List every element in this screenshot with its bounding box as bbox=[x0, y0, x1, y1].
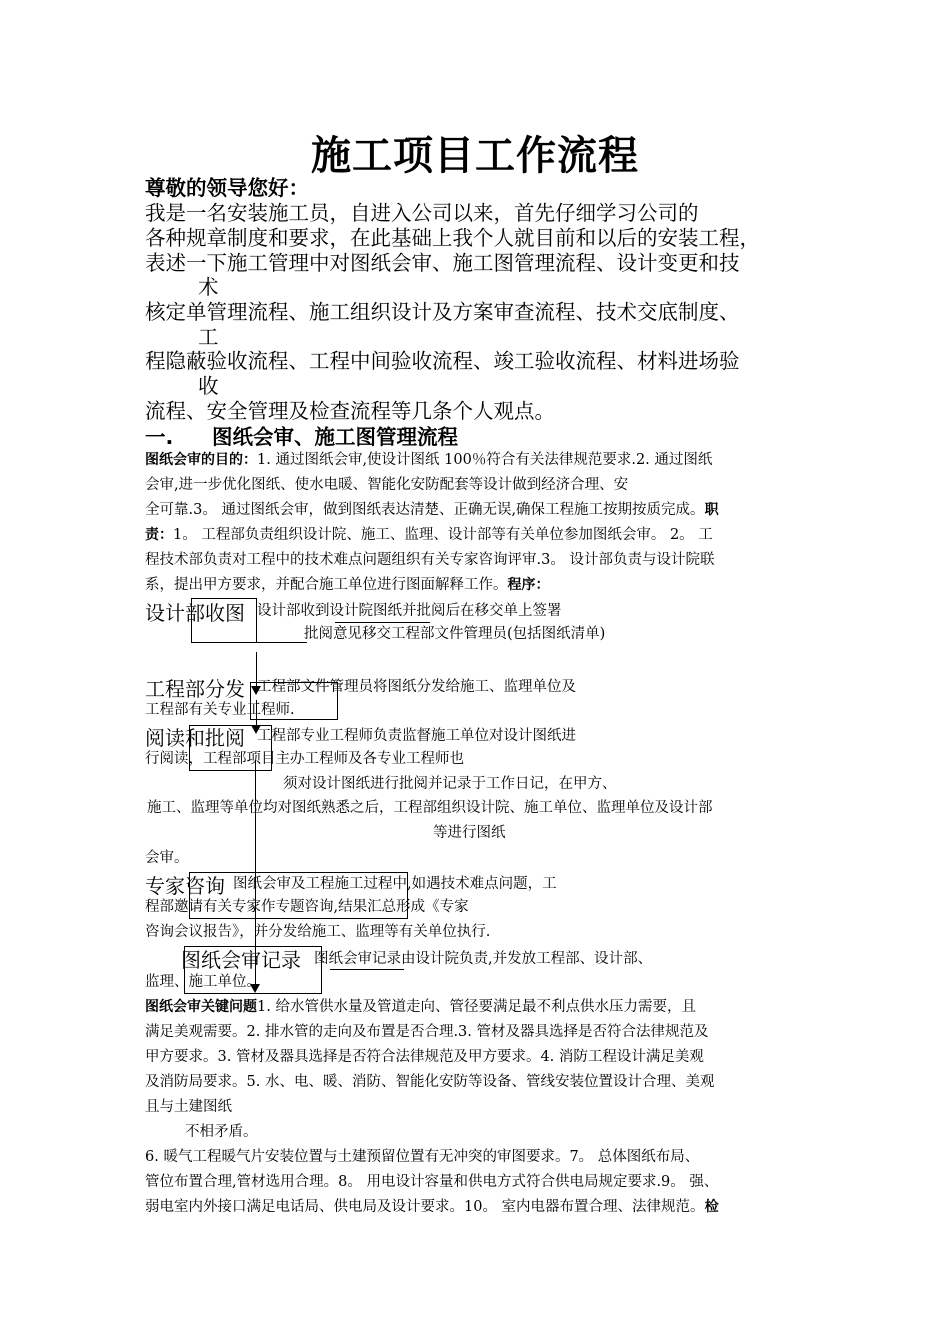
flow-step-1-desc-2: 批阅意见移交工程部文件管理员(包括图纸清单) bbox=[304, 626, 606, 642]
flow-step-2-label: 工程部分发 bbox=[145, 677, 245, 701]
flow-step-3-desc-3: 须对设计图纸进行批阅并记录于工作日记，在甲方、 bbox=[283, 776, 617, 792]
keypoints-line-4: 及消防局要求。5. 水、电、暖、消防、智能化安防等设备、管线安装位置设计合理、美观 bbox=[145, 1074, 715, 1090]
duty-label-2: 责： bbox=[145, 527, 173, 543]
flow-step-3-desc-4: 施工、监理等单位均对图纸熟悉之后，工程部组织设计院、施工单位、监理单位及设计部 bbox=[147, 800, 713, 816]
flow-step-3-desc-1: 工程部专业工程师负责监督施工单位对设计图纸进 bbox=[257, 728, 576, 744]
greeting: 尊敬的领导您好： bbox=[145, 176, 309, 200]
flow-step-1-label: 设计部收图 bbox=[145, 601, 245, 625]
keypoints-line-5: 且与土建图纸 bbox=[145, 1099, 232, 1115]
keypoints-line-7: 6. 暖气工程暖气片安装位置与土建预留位置有无冲突的审图要求。7。 总体图纸布局、 bbox=[145, 1149, 700, 1165]
flow-step-5-desc-2: 监理、施工单位。 bbox=[145, 974, 261, 990]
flow-step-3-desc-2: 行阅读，工程部项目主办工程师及各专业工程师也 bbox=[145, 751, 464, 767]
flow-step-4-desc-2: 程部邀请有关专家作专题咨询,结果汇总形成《专家 bbox=[145, 899, 469, 915]
keypoints-trailing-bold: 检 bbox=[704, 1199, 719, 1215]
page-title: 施工项目工作流程 bbox=[311, 133, 639, 179]
flow-step-4-label: 专家咨询 bbox=[145, 874, 225, 898]
flow-step-3-label: 阅读和批阅 bbox=[145, 726, 245, 750]
flow-step-5-desc-1: 图纸会审记录由设计院负责,并发放工程部、设计部、 bbox=[314, 951, 653, 967]
flow-step-2-desc-2: 工程部有关专业工程师. bbox=[145, 702, 295, 718]
duty-line-1: 1。 工程部负责组织设计院、施工、监理、设计部等有关单位参加图纸会审。 2。 工 bbox=[173, 527, 713, 543]
keypoints-line-2: 满足美观需要。2. 排水管的走向及布置是否合理.3. 管材及器具选择是否符合法律规范及 bbox=[145, 1024, 709, 1040]
flow-step-2-desc-1: 工程部文件管理员将图纸分发给施工、监理单位及 bbox=[257, 679, 576, 695]
duty-line-3: 系，提出甲方要求，并配合施工单位进行图面解释工作。 bbox=[145, 577, 508, 593]
intro-line-1: 我是一名安装施工员，自进入公司以来，首先仔细学习公司的 bbox=[145, 201, 699, 225]
keypoints-line-3: 甲方要求。3. 管材及器具选择是否符合法律规范及甲方要求。4. 消防工程设计满足美观 bbox=[145, 1049, 704, 1065]
flow-step-3-desc-6: 会审。 bbox=[145, 850, 189, 866]
intro-line-3-wrap: 术 bbox=[198, 275, 219, 299]
keypoints-label: 图纸会审关键问题 bbox=[145, 999, 257, 1015]
intro-line-5: 程隐蔽验收流程、工程中间验收流程、竣工验收流程、材料进场验 bbox=[145, 349, 740, 373]
flow-step-5-label: 图纸会审记录 bbox=[181, 948, 301, 972]
intro-line-3: 表述一下施工管理中对图纸会审、施工图管理流程、设计变更和技 bbox=[145, 251, 740, 275]
purpose-line-3: 全可靠.3。 通过图纸会审，做到图纸表达清楚、正确无误,确保工程施工按期按质完成。 bbox=[145, 502, 705, 518]
intro-line-5-wrap: 收 bbox=[198, 374, 219, 398]
flow-connector-1 bbox=[335, 622, 430, 623]
section-number: 一. bbox=[145, 425, 174, 449]
keypoints-line-8: 管位布置合理,管材选用合理。8。 用电设计容量和供电方式符合供电局规定要求.9。 强、 bbox=[145, 1174, 719, 1190]
section-title: 图纸会审、施工图管理流程 bbox=[212, 425, 458, 449]
purpose-line-2: 会审,进一步优化图纸、使水电暖、智能化安防配套等设计做到经济合理、安 bbox=[145, 477, 629, 493]
flow-connector-2 bbox=[330, 969, 404, 970]
flow-step-1-desc-1: 设计部收到设计院图纸并批阅后在移交单上签署 bbox=[257, 603, 562, 619]
duty-line-2: 程技术部负责对工程中的技术难点问题组织有关专家咨询评审.3。 设计部负责与设计院联 bbox=[145, 552, 715, 568]
intro-line-4-wrap: 工 bbox=[198, 325, 219, 349]
keypoints-line-6: 不相矛盾。 bbox=[185, 1124, 258, 1140]
duty-label-1: 职 bbox=[704, 502, 719, 518]
purpose-label: 图纸会审的目的： bbox=[145, 452, 257, 468]
intro-line-2: 各种规章制度和要求，在此基础上我个人就目前和以后的安装工程， bbox=[145, 226, 760, 250]
intro-line-4: 核定单管理流程、施工组织设计及方案审查流程、技术交底制度、 bbox=[145, 300, 740, 324]
intro-line-6: 流程、安全管理及检查流程等几条个人观点。 bbox=[145, 399, 555, 423]
flow-step-4-desc-3: 咨询会议报告》，并分发给施工、监理等有关单位执行. bbox=[145, 924, 491, 940]
keypoints-line-1: 1. 给水管供水量及管道走向、管径要满足最不利点供水压力需要，且 bbox=[257, 999, 696, 1015]
procedure-label: 程序： bbox=[507, 577, 550, 593]
keypoints-line-9: 弱电室内外接口满足电话局、供电局及设计要求。10。 室内电器布置合理、法律规范。 bbox=[145, 1199, 705, 1215]
flow-box-1-underline bbox=[191, 642, 307, 643]
purpose-line-1: 1. 通过图纸会审,使设计图纸 100％符合有关法律规范要求.2. 通过图纸 bbox=[257, 452, 713, 468]
flow-step-3-desc-5: 等进行图纸 bbox=[433, 825, 506, 841]
flow-step-4-desc-1: 图纸会审及工程施工过程中,如遇技术难点问题，工 bbox=[233, 876, 557, 892]
